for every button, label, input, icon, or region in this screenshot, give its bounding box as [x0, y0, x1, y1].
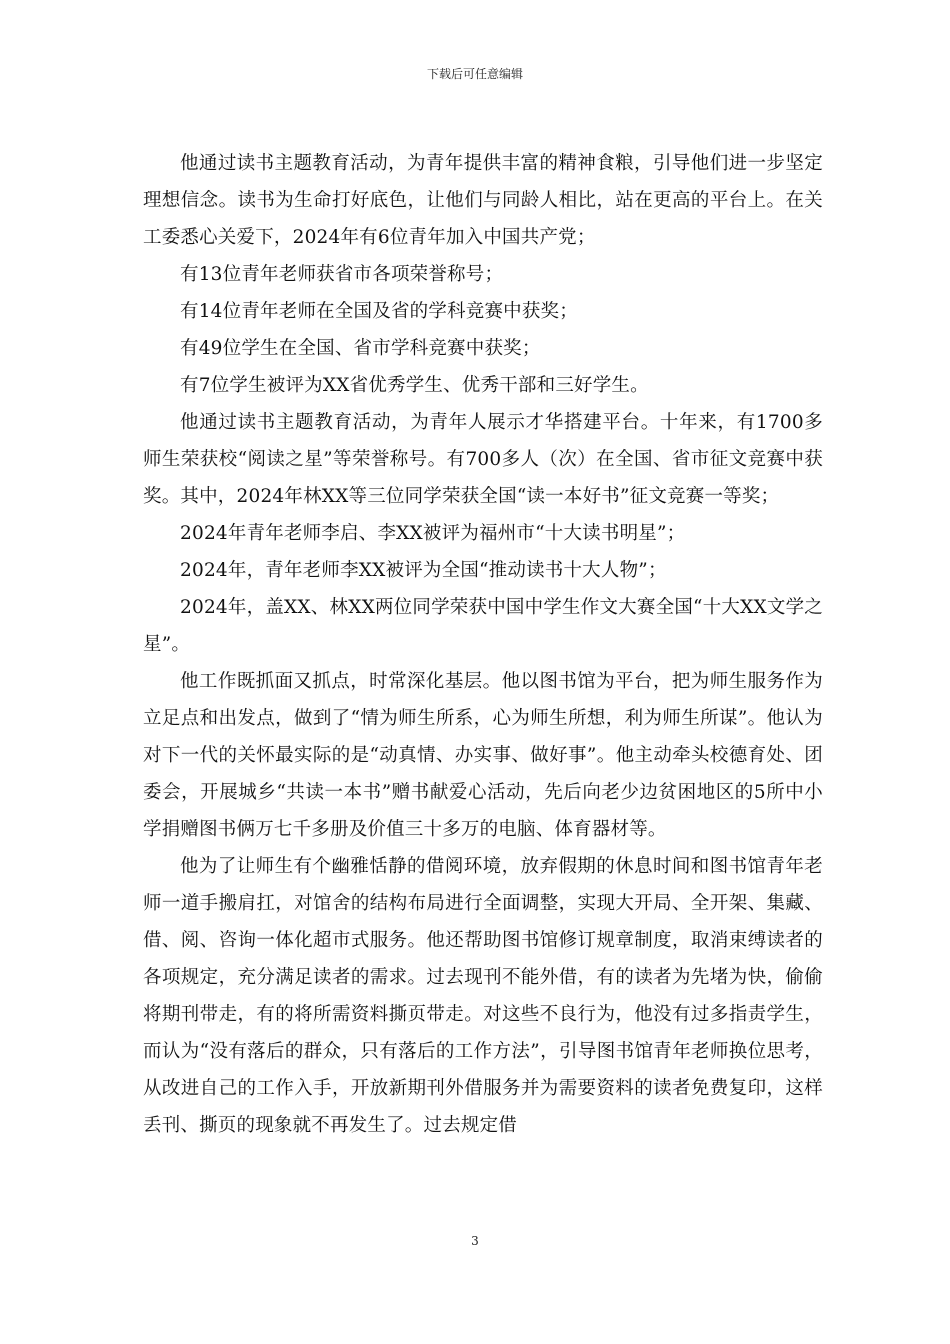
page-number: 3: [471, 1234, 479, 1248]
document-body: [143, 145, 823, 1144]
paragraph-2: 有13位青年老师获省市各项荣誉称号；: [180, 264, 504, 285]
paragraph-6: 他通过读书主题教育活动，为青年人展示才华搭建平台。十年来，有1700多师生荣获校“阅读之星”等荣誉称号。有700多人（次）在全国、省市征文竞赛中获奖。其中，2024年林XX等三位同学荣获全国“读一本好书”征文竞赛一等奖；: [143, 412, 823, 507]
paragraph-9: 2024年，盖XX、林XX两位同学荣获中国中学生作文大赛全国“十大XX文学之星”。: [143, 597, 823, 655]
paragraph-7: 2024年青年老师李启、李XX被评为福州市“十大读书明星”；: [180, 523, 686, 544]
paragraph-8: 2024年，青年老师李XX被评为全国“推动读书十大人物”；: [180, 560, 667, 581]
paragraph-3: 有14位青年老师在全国及省的学科竞赛中获奖；: [180, 301, 578, 322]
paragraph-1: 他通过读书主题教育活动，为青年提供丰富的精神食粮，引导他们进一步坚定理想信念。读书为生命打好底色，让他们与同龄人相比，站在更高的平台上。在关工委悉心关爱下，2024年有6位青年加入中国共产党；: [143, 153, 823, 248]
paragraph-11: 他为了让师生有个幽雅恬静的借阅环境，放弃假期的休息时间和图书馆青年老师一道手搬肩扛，对馆舍的结构布局进行全面调整，实现大开局、全开架、集藏、借、阅、咨询一体化超市式服务。他还帮助图书馆修订规章制度，取消束缚读者的各项规定，充分满足读者的需求。过去现刊不能外借，有的读者为先堵为快，偷偷将期刊带走，有的将所需资料撕页带走。对这些不良行为，他没有过多指责学生，而认为“没有落后的群众，只有落后的工作方法”，引导图书馆青年老师换位思考，从改进自己的工作入手，开放新期刊外借服务并为需要资料的读者免费复印，这样丢刊、撕页的现象就不再发生了。过去规定借: [143, 856, 823, 1136]
paragraph-5: 有7位学生被评为XX省优秀学生、优秀干部和三好学生。: [180, 375, 649, 396]
paragraph-10: 他工作既抓面又抓点，时常深化基层。他以图书馆为平台，把为师生服务作为立足点和出发点，做到了“情为师生所系，心为师生所想，利为师生所谋”。他认为对下一代的关怀最实际的是“动真情、办实事、做好事”。他主动牵头校德育处、团委会，开展城乡“共读一本书”赠书献爱心活动，先后向老少边贫困地区的5所中小学捐赠图书俩万七千多册及价值三十多万的电脑、体育器材等。: [143, 671, 823, 840]
page-header: 下载后可任意编辑: [426, 67, 523, 81]
paragraph-4: 有49位学生在全国、省市学科竞赛中获奖；: [180, 338, 541, 359]
